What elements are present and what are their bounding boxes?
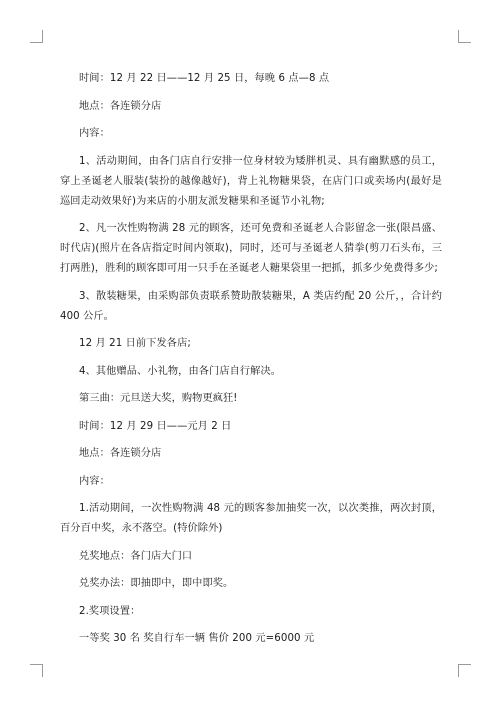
- paragraph-redeem-location: 兑奖地点：各门店大门口: [79, 550, 193, 562]
- paragraph-content-heading-2: 内容：: [79, 475, 110, 487]
- paragraph-item-2: 2、凡一次性购物满 28 元的顾客，还可免费和圣诞老人合影留念一张(限昌盛、时代店)(照片在各店指定时间内领取)，同时，还可与圣诞老人猜拳(剪刀石头布，三打两胜)，胜利的顾客即可用一只手在圣诞老人糖果袋里一把抓，抓多少免费得多少;: [60, 223, 442, 274]
- paragraph-redeem-method: 兑奖办法：即抽即中，即中即奖。: [79, 578, 234, 589]
- paragraph-location: 地点：各连锁分店: [79, 100, 162, 112]
- paragraph-item-4: 4、其他赠品、小礼物，由各门店自行解决。: [79, 365, 282, 377]
- crop-mark-top-left: [30, 30, 43, 43]
- paragraph-item-1: 1、活动期间，由各门店自行安排一位身材较为矮胖机灵、具有幽默感的员工，穿上圣诞老人服装(装扮的越像越好)，背上礼物糖果袋，在店门口或卖场内(最好是巡回走动效果好)为来店的小朋友派发糖果和圣诞节小礼物;: [60, 155, 442, 207]
- paragraph-item-3: 3、散装糖果，由采购部负责联系赞助散装糖果，A 类店约配 20 公斤，，合计约 400 公斤。: [60, 290, 442, 322]
- paragraph-time-2: 时间：12 月 29 日——元月 2 日: [79, 420, 232, 432]
- paragraph-first-prize: 一等奖 30 名 奖自行车一辆 售价 200 元=6000 元: [79, 633, 315, 644]
- paragraph-prize-setup: 2.奖项设置：: [79, 605, 141, 617]
- crop-mark-bottom-left: [30, 664, 43, 677]
- paragraph-section-title: 第三曲：元旦送大奖，购物更疯狂!: [79, 393, 238, 404]
- document-body: [60, 69, 442, 657]
- crop-mark-bottom-right: [458, 664, 471, 677]
- paragraph-distribution-date: 12 月 21 日前下发各店;: [79, 338, 191, 349]
- paragraph-lottery-rule: 1.活动期间，一次性购物满 48 元的顾客参加抽奖一次，以次类推，两次封顶，百分百中奖，永不落空。(特价除外): [60, 503, 442, 534]
- paragraph-time: 时间：12 月 22 日——12 月 25 日，每晚 6 点—8 点: [79, 73, 330, 84]
- paragraph-location-2: 地点：各连锁分店: [79, 448, 162, 459]
- paragraph-content-heading: 内容：: [79, 128, 110, 139]
- crop-mark-top-right: [458, 30, 471, 43]
